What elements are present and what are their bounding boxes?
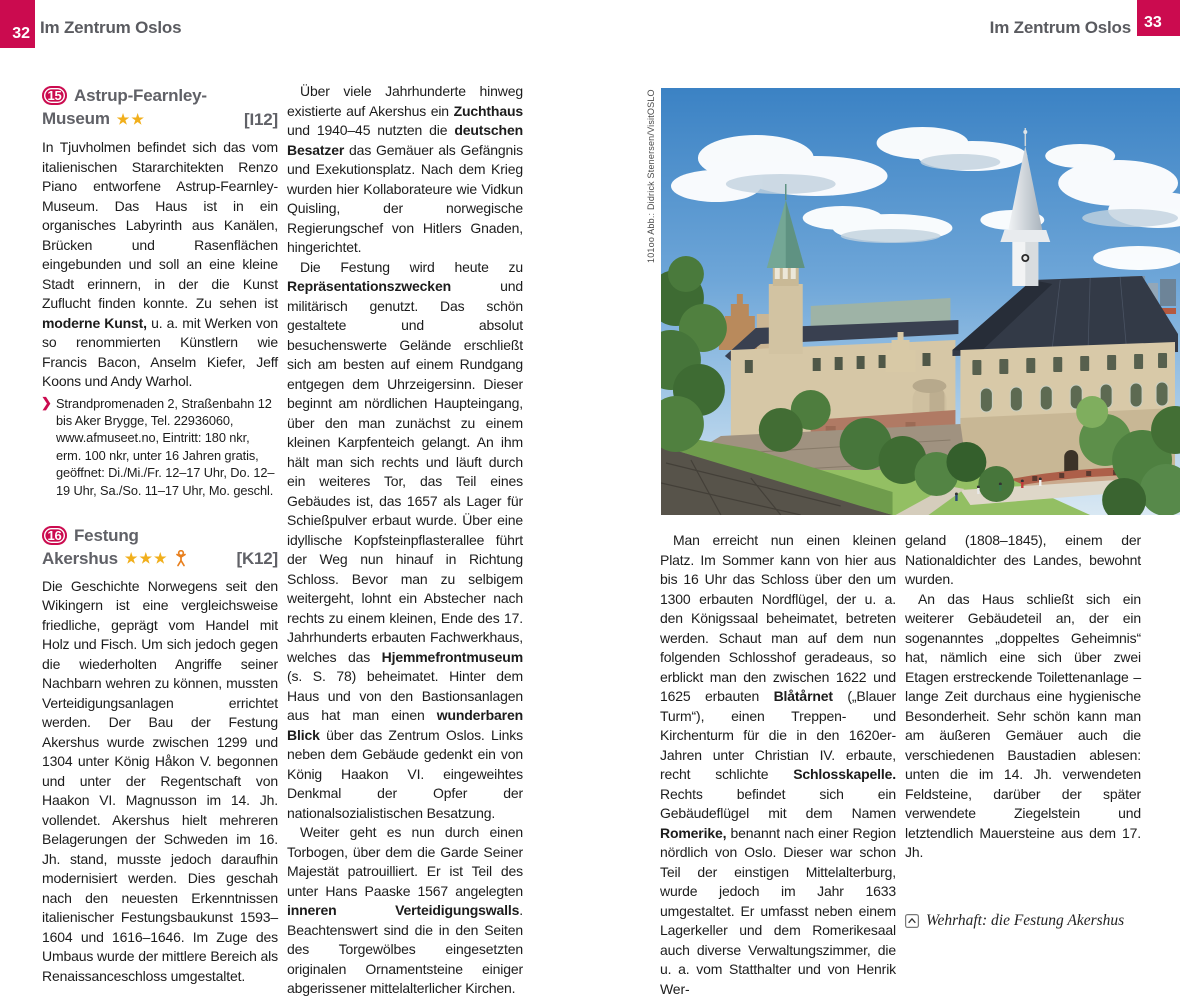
column-4 — [905, 531, 1141, 863]
photo-above-indicator-icon — [905, 914, 919, 928]
practical-details — [42, 395, 278, 499]
sight-name-line1: Astrup-Fearnley- — [74, 86, 207, 105]
body-paragraph: Über viele Jahrhunderte hinweg existierte auf Akershus ein Zuchthaus und 1940–45 nutzten die deutschen Besatzer das Gemäuer als Gefängnis und Exekutionsplatz. Nach dem Krieg wurden hier Kollaborateure wie Vidkun Quisling, der norwegische Regierungschef von Hitlers Gnaden, hingerichtet. — [287, 83, 523, 255]
map-grid-reference: [I12] — [244, 109, 278, 129]
column-1 — [42, 84, 278, 986]
running-head-left: Im Zentrum Oslos — [40, 18, 182, 37]
body-paragraph: An das Haus schließt sich ein weiterer Gebäudeteil an, der ein sogenanntes „doppeltes Geheimnis“ hat, nämlich eine sich über zwei Etagen erstreckende Toilettenanlage – lange Zeit durchaus eine hygienische Besonderheit. Sehr schön kann man am äußeren Gemäuer auch die verschiedenen Baustadien ablesen: unten die im 14. Jh. verwendeten Feldsteine, darüber der später verwendete Ziegelstein und letztendlich Mauersteine aus dem 17. Jh. — [905, 590, 1141, 860]
running-head-right: Im Zentrum Oslos — [989, 18, 1131, 37]
page-number: 33 — [1144, 14, 1162, 31]
sight-name-line2: Museum — [42, 109, 110, 128]
details-chevron-icon: ❯ — [41, 394, 52, 410]
page-number-block-left — [0, 0, 35, 48]
map-grid-reference: [K12] — [236, 548, 278, 568]
akershus-fortress-photo — [661, 88, 1180, 515]
photo-caption — [905, 912, 1165, 930]
photo-caption-text: Wehrhaft: die Festung Akershus — [926, 912, 1125, 929]
body-paragraph: Die Festung wird heute zu Repräsentationszwecken und militärisch genutzt. Das schön gestaltete und absolut besuchenswerte Gelände erschließt sich am besten auf einem Rundgang entgegen dem Uhrzeigersinn. Dieser beginnt am nördlichen Haupteingang, über den man zunächst zu einem kleinen Karpfenteich gelangt. An ihm hält man sich rechts und läuft durch ein weiteres Tor, das Teil eines Gebäudes ist, das 1657 als Lager für Schießpulver erbaut wurde. Über eine idyllische Kopfsteinpflasterallee führt der Weg nun hinauf in Richtung Schloss. Bevor man zu selbigem weitergeht, lohnt ein Abstecher nach rechts zu einem kleinen, Ende des 17. Jahrhunderts erbauten Fachwerkhaus, welches das Hjemmefrontmuseum (s. S. 78) beheimatet. Hinter dem Haus und von den Bastionsanlagen aus hat man einen wunderbaren Blick über das Zentrum Oslos. Links neben dem Gebäude gedenkt ein von König Haakon VI. eingeweihtes Denkmal der Opfer der nationalsozialistischen Besatzung. — [287, 258, 523, 821]
sight-number-badge: 16 — [42, 526, 67, 545]
details-text: Strandpromenaden 2, Straßenbahn 12 bis Aker Brygge, Tel. 22936060, www.afmuseet.no, Eintritt: 180 nkr, erm. 100 nkr, unter 16 Jahren gratis, geöffnet: Di./Mi./Fr. 12–17 Uhr, Do. 12–19 Uhr, Sa./So. 11–17 Uhr, Mo. geschl. — [56, 395, 275, 498]
rating-stars: ★★★ — [124, 549, 169, 566]
page-number: 32 — [12, 25, 30, 42]
entry-heading — [42, 524, 278, 570]
body-paragraph: Weiter geht es nun durch einen Torbogen, über dem die Garde Seiner Majestät patrouilliert. Er ist Teil des unter Hans Paaske 1567 angelegten inneren Verteidigungswalls. Beachtenswert sind die in den Seiten des Torgewölbes eingesetzten originalen Ornamentsteine einiger abgerissener mittelalterlicher Kirchen. — [287, 824, 523, 996]
child-figure-icon — [174, 550, 188, 567]
page-number-block-right — [1137, 0, 1180, 36]
entry-heading — [42, 84, 278, 131]
rating-stars: ★★ — [116, 111, 146, 127]
photo-credit: 101oo Abb.: Didrick Stenersen/VisitOSLO — [646, 89, 656, 263]
entry-festung-akershus — [42, 524, 278, 987]
sight-name-line2: Akershus — [42, 548, 118, 568]
entry-description: Die Geschichte Norwegens seit den Wikingern ist eine vergleichsweise friedliche, geprägt vom Handel mit Holz und Fisch. Um sich jedoch gegen die wiederholten Angriffe seiner Nachbarn wehren zu können, mussten Verteidigungsanlagen errichtet werden. Der Bau der Festung Akershus wurde zwischen 1299 und 1304 unter König Håkon V. begonnen und unter der Regentschaft von Haakon VI. Magnusson im 14. Jh. vollendet. Akershus hielt mehreren Belagerungen der Schweden im 16. Jh. stand, musste jedoch daraufhin modernisiert werden. Dies geschah nach den neuesten Erkenntnissen italienischer Festungsbaukunst 1593–1604 und 1616–1646. Im Zuge des Umbaus wurde der mittlere Bereich als Renaissanceschloss umgestaltet. — [42, 577, 278, 984]
column-2 — [287, 82, 523, 999]
entry-astrup-fearnley — [42, 84, 278, 499]
akershus-photo-illustration — [661, 88, 1180, 515]
sight-number-badge: 15 — [42, 86, 67, 105]
column-3 — [660, 531, 896, 999]
body-paragraph: Man erreicht nun einen kleinen Platz. Im Sommer kann von hier aus bis 16 Uhr das Schloss über den um 1300 erbauten Nordflügel, der u. a. den Königssaal beheimatet, betreten werden. Schaut man auf dem nun folgenden Schlosshof geradeaus, so erblickt man den zwischen 1622 und 1625 erbauten Blåtårnet („Blauer Turm“), einen Treppen- und Kirchenturm für die in den 1620er-Jahren unter Christian IV. erbaute, recht schlichte Schlosskapelle. Rechts befindet sich ein Gebäudeflügel mit dem Namen Romerike, benannt nach einer Region nördlich von Oslo. Dieser war schon Teil der einstigen Mittelalterburg, wurde jedoch im Jahr 1633 umgestaltet. Er umfasst neben einem Lagerkeller und dem Romerikesaal auch diverse Verwaltungszimmer, die u. a. vom Statthalter und von Henrik Wer- — [660, 532, 896, 997]
sight-name-line1: Festung — [74, 525, 139, 545]
entry-description: In Tjuvholmen befindet sich das vom italienischen Stararchitekten Renzo Piano entworfene Astrup-Fearnley-Museum. Das Haus ist in ein organisches Labyrinth aus Kanälen, Brücken und Rasenflächen eingebunden und soll an eine kleine Stadt erinnern, in der die Kunst Zuflucht finden konnte. Zu sehen ist moderne Kunst, u. a. mit Werken von so renommierten Künstlern wie Francis Bacon, Anselm Kiefer, Jeff Koons und Andy Warhol. — [42, 139, 279, 389]
body-paragraph: geland (1808–1845), einem der Nationaldichter des Landes, bewohnt wurden. — [905, 532, 1141, 587]
